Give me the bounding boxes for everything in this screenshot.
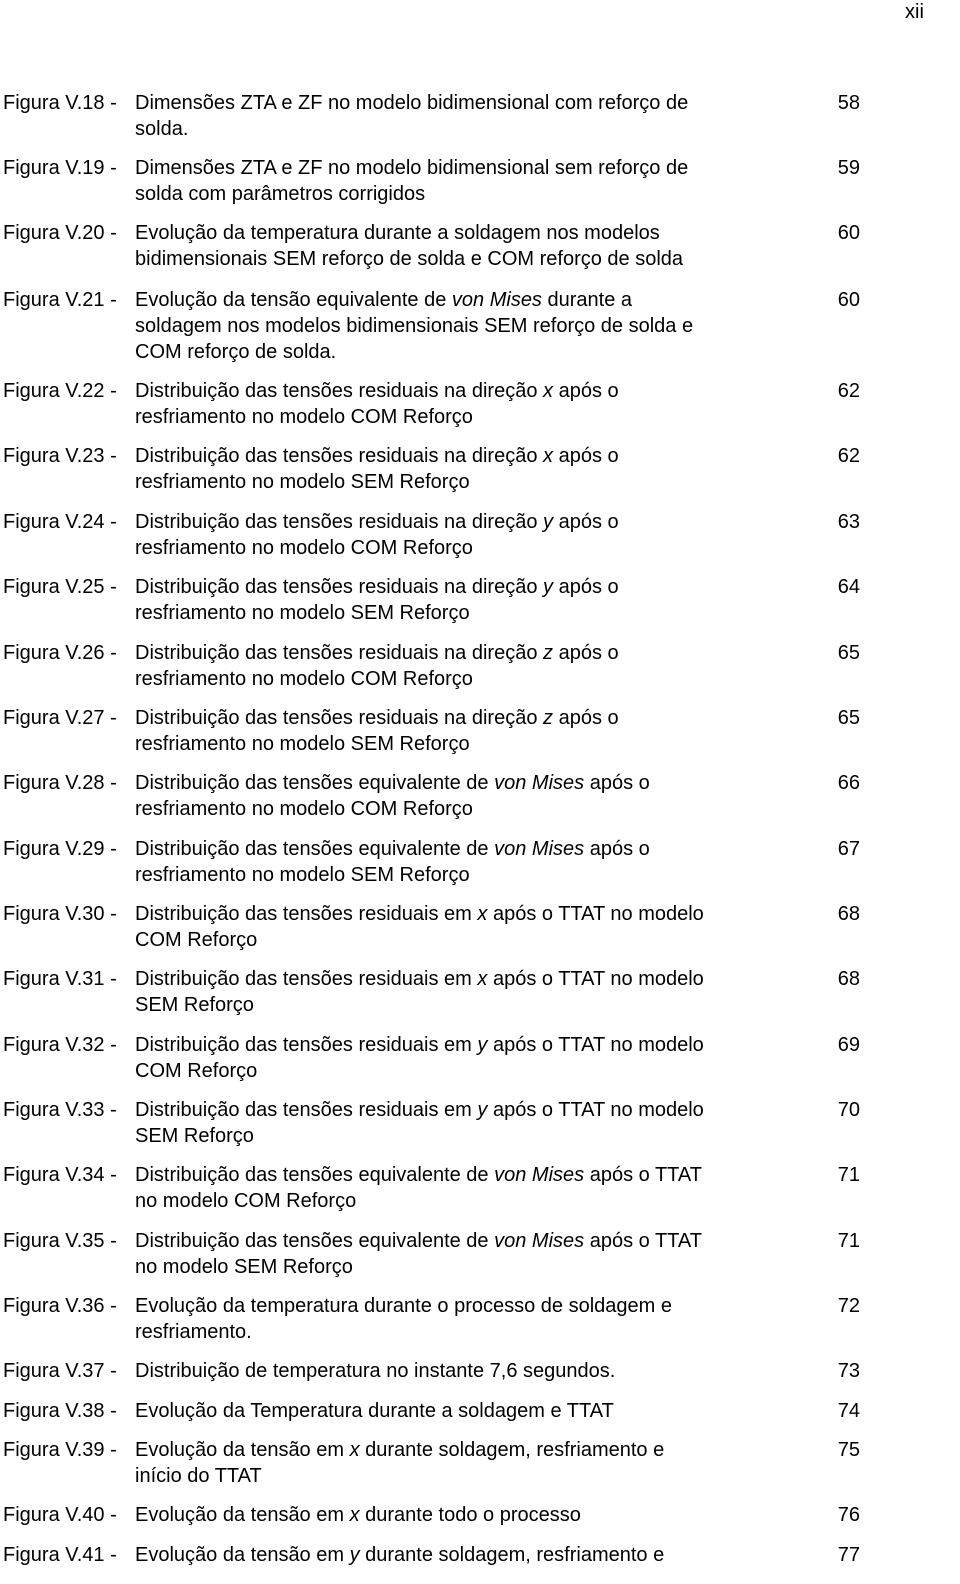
caption-line: Evolução da tensão em x durante todo o processo — [135, 1504, 581, 1526]
figure-label: Figura V.21 - — [3, 289, 117, 311]
caption-line: Distribuição de temperatura no instante 7,6 segundos. — [135, 1360, 616, 1382]
figure-caption — [135, 901, 815, 953]
figure-caption — [135, 705, 815, 757]
figure-label: Figura V.27 - — [3, 707, 117, 729]
figure-label: Figura V.25 - — [3, 576, 117, 598]
figure-label: Figura V.41 - — [3, 1544, 117, 1566]
figure-label: Figura V.20 - — [3, 222, 117, 244]
page-ref: 73 — [837, 1360, 860, 1382]
caption-line: resfriamento. — [135, 1321, 252, 1343]
page-ref: 67 — [837, 838, 860, 860]
page-ref: 68 — [837, 968, 860, 990]
caption-line: resfriamento no modelo SEM Reforço — [135, 602, 470, 624]
caption-line: Distribuição das tensões residuais em x após o TTAT no modelo — [135, 903, 704, 925]
figure-caption — [135, 574, 815, 626]
caption-line: Distribuição das tensões residuais na direção y após o — [135, 511, 619, 533]
page-ref: 72 — [837, 1295, 860, 1317]
page-ref: 60 — [837, 289, 860, 311]
figure-label: Figura V.33 - — [3, 1099, 117, 1121]
figure-label: Figura V.31 - — [3, 968, 117, 990]
figure-caption — [135, 640, 815, 692]
caption-line: Distribuição das tensões equivalente de von Mises após o — [135, 838, 650, 860]
figure-label: Figura V.35 - — [3, 1230, 117, 1252]
figure-label: Figura V.36 - — [3, 1295, 117, 1317]
figure-label: Figura V.39 - — [3, 1439, 117, 1461]
figure-label: Figura V.22 - — [3, 380, 117, 402]
caption-line: Distribuição das tensões residuais na direção z após o — [135, 642, 619, 664]
figure-caption — [135, 1032, 815, 1084]
figure-caption — [135, 509, 815, 561]
caption-line: Distribuição das tensões residuais em y após o TTAT no modelo — [135, 1034, 704, 1056]
caption-line: Evolução da temperatura durante a soldagem nos modelos — [135, 222, 660, 244]
caption-line: no modelo COM Reforço — [135, 1190, 357, 1212]
page-ref: 64 — [837, 576, 860, 598]
caption-line: Evolução da tensão equivalente de von Mises durante a — [135, 289, 633, 311]
caption-line: Evolução da Temperatura durante a soldagem e TTAT — [135, 1400, 614, 1422]
caption-line: Distribuição das tensões residuais em x após o TTAT no modelo — [135, 968, 704, 990]
page-ref: 69 — [837, 1034, 860, 1056]
caption-line: Distribuição das tensões equivalente de von Mises após o — [135, 772, 650, 794]
figure-caption — [135, 966, 815, 1018]
page-ref: 65 — [837, 707, 860, 729]
caption-line: COM reforço de solda. — [135, 341, 337, 363]
caption-line: resfriamento no modelo COM Reforço — [135, 668, 473, 690]
figure-label: Figura V.18 - — [3, 92, 117, 114]
figure-caption — [135, 1358, 815, 1384]
page-ref: 70 — [837, 1099, 860, 1121]
page-ref: 76 — [837, 1504, 860, 1526]
caption-line: soldagem nos modelos bidimensionais SEM reforço de solda e — [135, 315, 694, 337]
caption-line: Dimensões ZTA e ZF no modelo bidimensional com reforço de — [135, 92, 689, 114]
caption-line: COM Reforço — [135, 929, 258, 951]
figure-caption — [135, 155, 815, 207]
figure-caption — [135, 836, 815, 888]
caption-line: resfriamento no modelo SEM Reforço — [135, 733, 470, 755]
caption-line: resfriamento no modelo SEM Reforço — [135, 864, 470, 886]
figure-caption — [135, 1293, 815, 1345]
caption-line: SEM Reforço — [135, 1125, 254, 1147]
page-ref: 71 — [837, 1164, 860, 1186]
caption-line: bidimensionais SEM reforço de solda e COM reforço de solda — [135, 248, 684, 270]
caption-line: resfriamento no modelo SEM Reforço — [135, 471, 470, 493]
figure-label: Figura V.26 - — [3, 642, 117, 664]
figure-caption — [135, 1502, 815, 1528]
caption-line: Distribuição das tensões residuais na direção z após o — [135, 707, 619, 729]
figure-label: Figura V.19 - — [3, 157, 117, 179]
page-ref: 62 — [837, 380, 860, 402]
caption-line: solda. — [135, 118, 189, 140]
page-ref: 68 — [837, 903, 860, 925]
figure-label: Figura V.34 - — [3, 1164, 117, 1186]
figure-caption — [135, 443, 815, 495]
caption-line: início do TTAT — [135, 1465, 262, 1487]
caption-line: Evolução da tensão em y durante soldagem, resfriamento e — [135, 1544, 665, 1566]
figure-caption — [135, 770, 815, 822]
figure-label: Figura V.24 - — [3, 511, 117, 533]
caption-line: COM Reforço — [135, 1060, 258, 1082]
caption-line: Distribuição das tensões residuais na direção x após o — [135, 380, 619, 402]
caption-line: Evolução da tensão em x durante soldagem, resfriamento e — [135, 1439, 665, 1461]
caption-line: resfriamento no modelo COM Reforço — [135, 798, 473, 820]
figure-label: Figura V.40 - — [3, 1504, 117, 1526]
page-ref: 74 — [837, 1400, 860, 1422]
figure-caption — [135, 1228, 815, 1280]
caption-line: SEM Reforço — [135, 994, 254, 1016]
figure-caption — [135, 1542, 815, 1568]
caption-line: Distribuição das tensões residuais em y após o TTAT no modelo — [135, 1099, 704, 1121]
page-ref: 77 — [837, 1544, 860, 1566]
figure-label: Figura V.29 - — [3, 838, 117, 860]
figure-caption — [135, 287, 815, 365]
page-ref: 66 — [837, 772, 860, 794]
figure-caption — [135, 90, 815, 142]
caption-line: Dimensões ZTA e ZF no modelo bidimensional sem reforço de — [135, 157, 689, 179]
figure-label: Figura V.23 - — [3, 445, 117, 467]
page-ref: 75 — [837, 1439, 860, 1461]
figure-caption — [135, 378, 815, 430]
caption-line: Distribuição das tensões equivalente de von Mises após o TTAT — [135, 1230, 702, 1252]
figure-label: Figura V.32 - — [3, 1034, 117, 1056]
page-ref: 60 — [837, 222, 860, 244]
caption-line: no modelo SEM Reforço — [135, 1256, 353, 1278]
figure-label: Figura V.28 - — [3, 772, 117, 794]
page-ref: 62 — [837, 445, 860, 467]
caption-line: Evolução da temperatura durante o processo de soldagem e — [135, 1295, 673, 1317]
caption-line: resfriamento no modelo COM Reforço — [135, 537, 473, 559]
page-number: xii — [905, 1, 924, 23]
page-ref: 65 — [837, 642, 860, 664]
caption-line: solda com parâmetros corrigidos — [135, 183, 426, 205]
caption-line: Distribuição das tensões residuais na direção x após o — [135, 445, 619, 467]
figure-caption — [135, 1097, 815, 1149]
caption-line: resfriamento no modelo COM Reforço — [135, 406, 473, 428]
figure-label: Figura V.37 - — [3, 1360, 117, 1382]
figure-caption — [135, 1162, 815, 1214]
figure-label: Figura V.38 - — [3, 1400, 117, 1422]
page-ref: 58 — [837, 92, 860, 114]
page-ref: 59 — [837, 157, 860, 179]
figure-caption — [135, 1398, 815, 1424]
caption-line: Distribuição das tensões residuais na direção y após o — [135, 576, 619, 598]
figure-caption — [135, 220, 815, 272]
figure-label: Figura V.30 - — [3, 903, 117, 925]
page-ref: 71 — [837, 1230, 860, 1252]
page-ref: 63 — [837, 511, 860, 533]
caption-line: Distribuição das tensões equivalente de von Mises após o TTAT — [135, 1164, 702, 1186]
figure-caption — [135, 1437, 815, 1489]
